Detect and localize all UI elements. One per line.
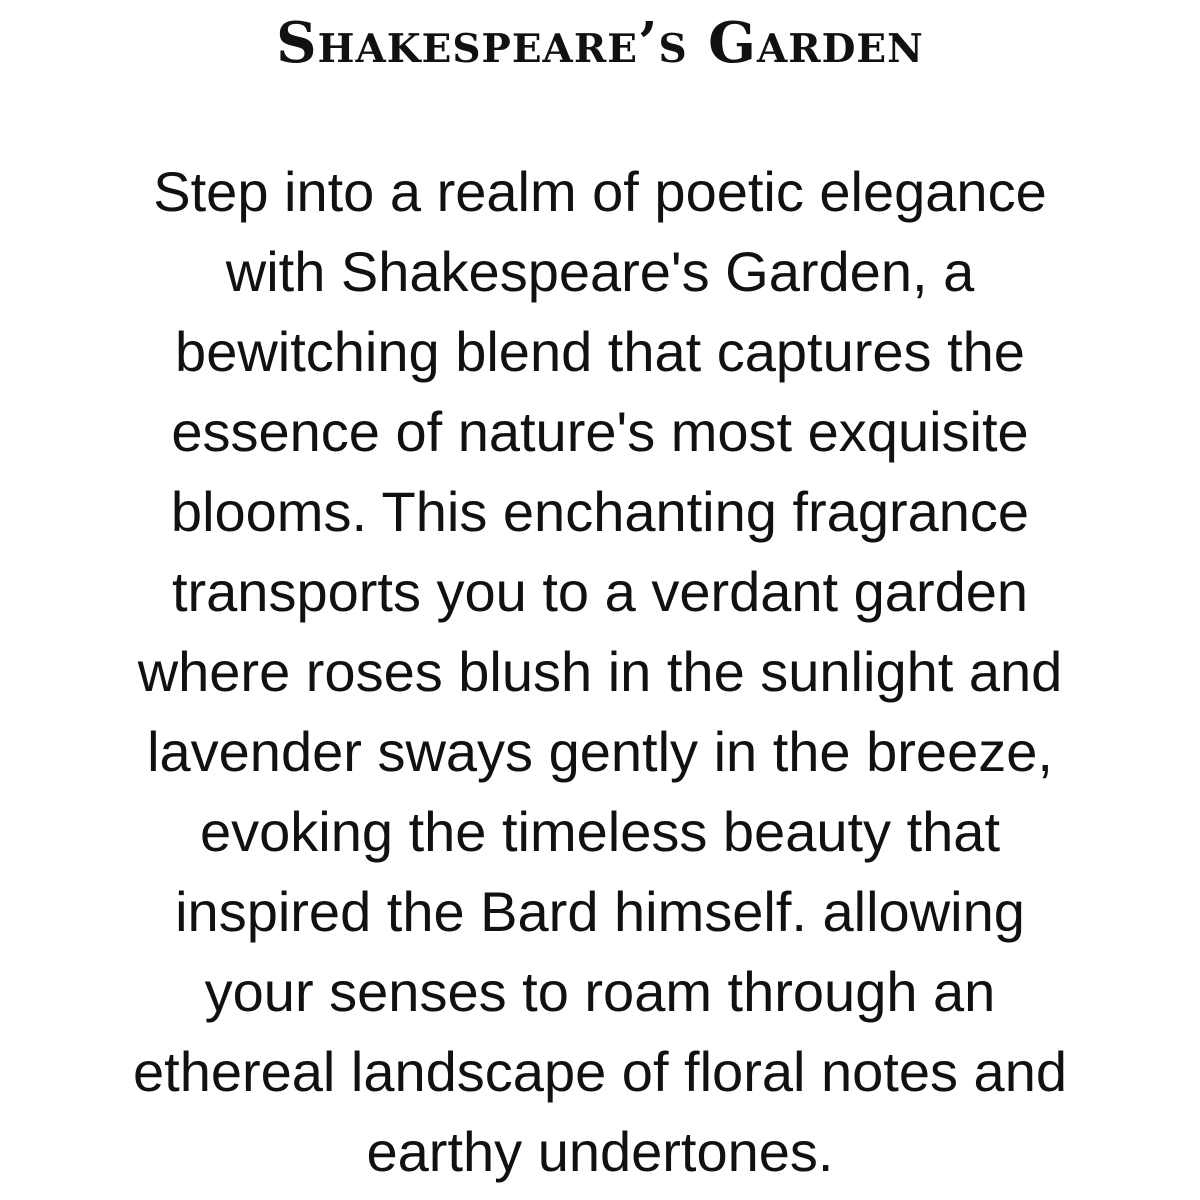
description-line-6: transports you to a verdant garden xyxy=(171,560,1029,623)
description-line-4: essence of nature's most exquisite xyxy=(171,400,1029,463)
description-line-3: bewitching blend that captures the xyxy=(175,320,1025,383)
description-line-13: earthy undertones. xyxy=(366,1120,834,1183)
product-title: Shakespeare’s Garden xyxy=(276,10,924,76)
description-line-9: evoking the timeless beauty that xyxy=(199,800,1001,863)
description-line-7: where roses blush in the sunlight and xyxy=(137,640,1063,703)
description-line-8: lavender sways gently in the breeze, xyxy=(147,720,1053,783)
description-line-1: Step into a realm of poetic elegance xyxy=(153,160,1047,223)
description-line-12: ethereal landscape of floral notes and xyxy=(133,1040,1067,1103)
description-line-2: with Shakespeare's Garden, a xyxy=(225,240,975,303)
description-line-11: your senses to roam through an xyxy=(204,960,996,1023)
description-line-5: blooms. This enchanting fragrance xyxy=(170,480,1030,543)
description-line-10: inspired the Bard himself. allowing xyxy=(175,880,1025,943)
product-description xyxy=(50,152,1150,1192)
